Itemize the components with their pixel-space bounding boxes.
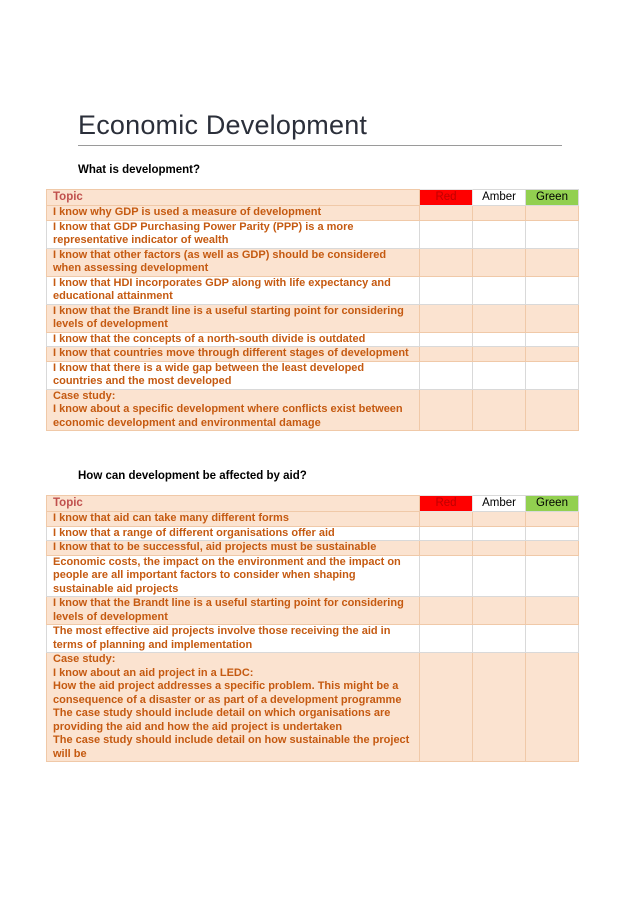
green-cell[interactable] xyxy=(526,526,579,541)
amber-cell[interactable] xyxy=(473,347,526,362)
amber-header: Amber xyxy=(473,496,526,512)
section-2-heading: How can development be affected by aid? xyxy=(78,470,307,482)
green-cell[interactable] xyxy=(526,597,579,625)
topic-header: Topic xyxy=(47,496,420,512)
topic-cell: The most effective aid projects involve those receiving the aid in terms of planning and implementation xyxy=(47,625,420,653)
table-row xyxy=(47,625,579,653)
amber-cell[interactable] xyxy=(473,304,526,332)
topic-cell: I know that the Brandt line is a useful starting point for considering levels of development xyxy=(47,304,420,332)
topic-cell: I know that countries move through different stages of development xyxy=(47,347,420,362)
topic-cell xyxy=(47,653,420,762)
topic-cell: I know that HDI incorporates GDP along with life expectancy and educational attainment xyxy=(47,276,420,304)
topic-cell: I know that the Brandt line is a useful starting point for considering levels of development xyxy=(47,597,420,625)
red-cell[interactable] xyxy=(420,347,473,362)
green-cell[interactable] xyxy=(526,389,579,431)
red-cell[interactable] xyxy=(420,248,473,276)
red-cell[interactable] xyxy=(420,541,473,556)
table-row xyxy=(47,541,579,556)
table-row xyxy=(47,555,579,597)
topic-cell xyxy=(47,389,420,431)
case-study-text: How the aid project addresses a specific problem. This might be a consequence of a disaster or as part of a development programme xyxy=(53,680,402,706)
red-header: Red xyxy=(420,190,473,206)
table-row xyxy=(47,389,579,431)
red-cell[interactable] xyxy=(420,653,473,762)
red-cell[interactable] xyxy=(420,220,473,248)
table-row xyxy=(47,220,579,248)
red-header: Red xyxy=(420,496,473,512)
green-cell[interactable] xyxy=(526,206,579,221)
amber-cell[interactable] xyxy=(473,625,526,653)
table-row xyxy=(47,304,579,332)
table-row xyxy=(47,276,579,304)
case-study-text: The case study should include detail on which organisations are providing the aid and how the aid project is undertaken xyxy=(53,707,391,733)
topic-cell: I know that there is a wide gap between the least developed countries and the most developed xyxy=(47,361,420,389)
green-cell[interactable] xyxy=(526,625,579,653)
green-cell[interactable] xyxy=(526,555,579,597)
development-checklist-table xyxy=(46,189,579,431)
red-cell[interactable] xyxy=(420,361,473,389)
case-study-text: I know about a specific development where conflicts exist between economic development and environmental damage xyxy=(53,403,403,429)
table-row xyxy=(47,332,579,347)
red-cell[interactable] xyxy=(420,597,473,625)
amber-cell[interactable] xyxy=(473,248,526,276)
amber-cell[interactable] xyxy=(473,541,526,556)
amber-cell[interactable] xyxy=(473,220,526,248)
red-cell[interactable] xyxy=(420,389,473,431)
amber-cell[interactable] xyxy=(473,206,526,221)
red-cell[interactable] xyxy=(420,512,473,527)
green-cell[interactable] xyxy=(526,347,579,362)
amber-header: Amber xyxy=(473,190,526,206)
red-cell[interactable] xyxy=(420,555,473,597)
topic-cell: I know that the concepts of a north-south divide is outdated xyxy=(47,332,420,347)
table-header-row xyxy=(47,190,579,206)
red-cell[interactable] xyxy=(420,304,473,332)
table-row xyxy=(47,206,579,221)
page-title: Economic Development xyxy=(78,110,562,146)
green-cell[interactable] xyxy=(526,541,579,556)
green-header: Green xyxy=(526,190,579,206)
green-cell[interactable] xyxy=(526,653,579,762)
table-row xyxy=(47,361,579,389)
case-study-text: The case study should include detail on how sustainable the project will be xyxy=(53,734,410,760)
red-cell[interactable] xyxy=(420,332,473,347)
topic-cell: Economic costs, the impact on the environment and the impact on people are all important factors to consider when shaping sustainable aid projects xyxy=(47,555,420,597)
red-cell[interactable] xyxy=(420,625,473,653)
topic-cell: I know that other factors (as well as GDP) should be considered when assessing development xyxy=(47,248,420,276)
amber-cell[interactable] xyxy=(473,512,526,527)
table-row xyxy=(47,512,579,527)
amber-cell[interactable] xyxy=(473,653,526,762)
green-header: Green xyxy=(526,496,579,512)
topic-cell: I know that GDP Purchasing Power Parity (PPP) is a more representative indicator of wealth xyxy=(47,220,420,248)
case-study-text: I know about an aid project in a LEDC: xyxy=(53,666,254,679)
topic-cell: I know that aid can take many different forms xyxy=(47,512,420,527)
table-row xyxy=(47,526,579,541)
amber-cell[interactable] xyxy=(473,332,526,347)
table-row xyxy=(47,347,579,362)
topic-cell: I know that a range of different organisations offer aid xyxy=(47,526,420,541)
table-row xyxy=(47,653,579,762)
case-study-label: Case study: xyxy=(53,389,116,402)
topic-cell: I know why GDP is used a measure of development xyxy=(47,206,420,221)
amber-cell[interactable] xyxy=(473,361,526,389)
red-cell[interactable] xyxy=(420,206,473,221)
green-cell[interactable] xyxy=(526,332,579,347)
red-cell[interactable] xyxy=(420,276,473,304)
table-row xyxy=(47,248,579,276)
table-row xyxy=(47,597,579,625)
case-study-label: Case study: xyxy=(53,653,116,665)
amber-cell[interactable] xyxy=(473,597,526,625)
amber-cell[interactable] xyxy=(473,276,526,304)
green-cell[interactable] xyxy=(526,304,579,332)
table-header-row xyxy=(47,496,579,512)
section-1-heading: What is development? xyxy=(78,164,201,176)
topic-cell: I know that to be successful, aid projects must be sustainable xyxy=(47,541,420,556)
green-cell[interactable] xyxy=(526,512,579,527)
amber-cell[interactable] xyxy=(473,526,526,541)
green-cell[interactable] xyxy=(526,220,579,248)
topic-header: Topic xyxy=(47,190,420,206)
amber-cell[interactable] xyxy=(473,389,526,431)
green-cell[interactable] xyxy=(526,248,579,276)
amber-cell[interactable] xyxy=(473,555,526,597)
green-cell[interactable] xyxy=(526,276,579,304)
aid-checklist-table xyxy=(46,495,579,762)
green-cell[interactable] xyxy=(526,361,579,389)
red-cell[interactable] xyxy=(420,526,473,541)
